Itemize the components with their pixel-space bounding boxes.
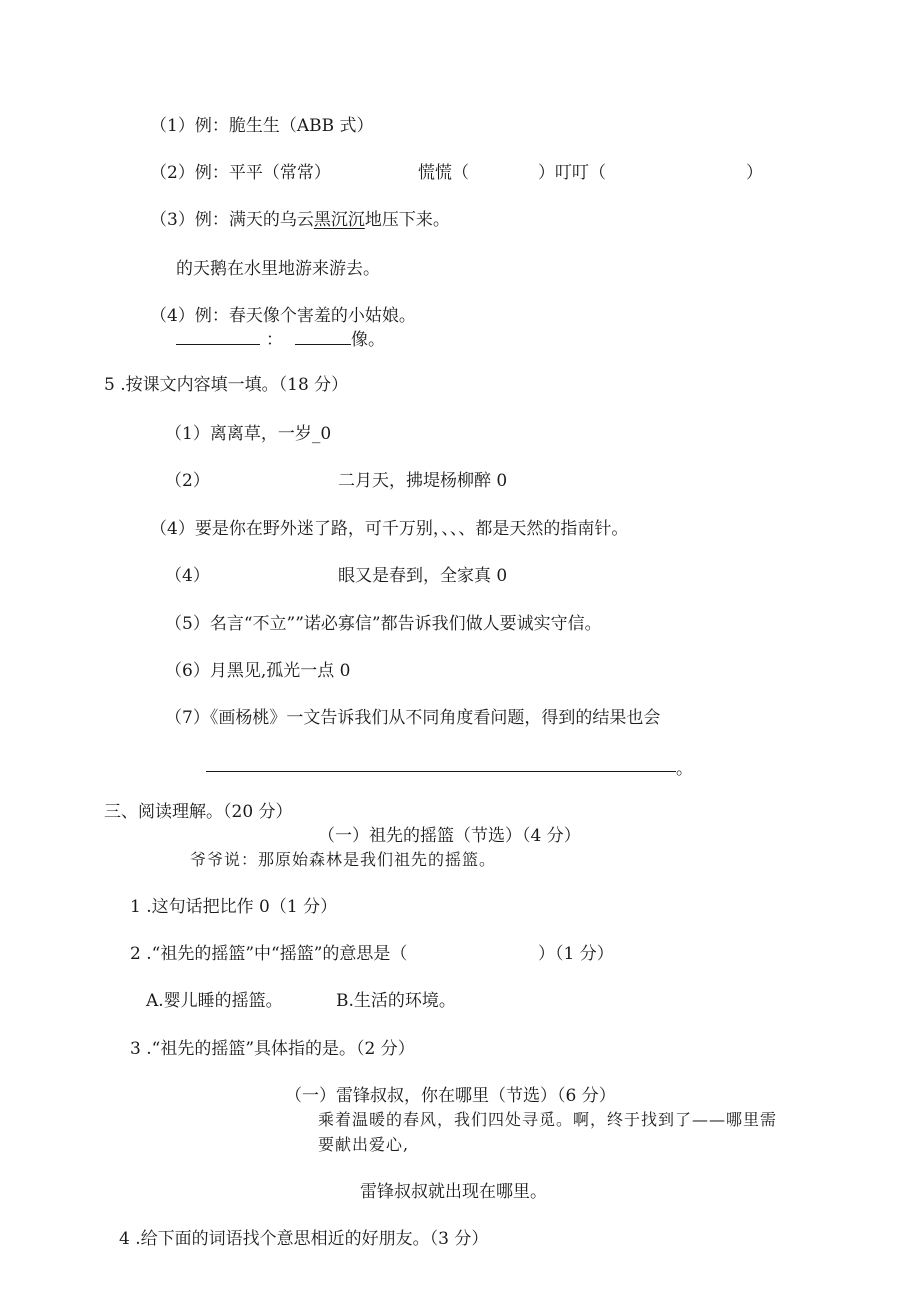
fill-blank bbox=[295, 330, 351, 345]
passage-2-title: （一）雷锋叔叔，你在哪里（节选）（6 分） bbox=[285, 1086, 616, 1106]
q5-line-6: （6）月黑见,孤光一点 0 bbox=[165, 661, 351, 681]
ex-item-2-blank-b: ）叮叮（ bbox=[538, 163, 606, 183]
reading-q2 bbox=[130, 943, 630, 965]
ex-item-4: （4）例：春天像个害羞的小姑娘。 bbox=[150, 306, 416, 326]
ex-item-3-suffix: 地压下来。 bbox=[364, 210, 450, 230]
reading-q1: 1 .这句话把比作 0（1 分） bbox=[130, 897, 338, 917]
passage-2-line-1: 乘着温暖的春风，我们四处寻觅。啊，终于找到了——哪里需 bbox=[318, 1110, 778, 1129]
ex-item-4-end: 像。 bbox=[351, 330, 385, 350]
passage-2-line-2: 要献出爱心, bbox=[318, 1135, 410, 1154]
passage-1-title: （一）祖先的摇篮（节选）（4 分） bbox=[318, 826, 581, 846]
part3-title: 三、阅读理解。（20 分） bbox=[104, 802, 293, 822]
q5-line-2 bbox=[165, 470, 565, 492]
ex-item-3-prefix: （3）例：满天的乌云 bbox=[150, 210, 314, 230]
q5-line-1: （1）离离草，一岁_0 bbox=[165, 424, 332, 444]
reading-q2-score: ）（1 分） bbox=[538, 944, 614, 964]
option-a: A.婴儿睡的摇篮。 bbox=[146, 991, 283, 1011]
ex-item-2-close: ） bbox=[746, 163, 763, 183]
q5-line-7: （7）《画杨桃》一文告诉我们从不同角度看问题，得到的结果也会 bbox=[165, 708, 661, 728]
ex-item-4-fill bbox=[176, 329, 385, 351]
ex-item-2 bbox=[150, 162, 770, 184]
reading-q2-text: 2 .“祖先的摇篮”中“摇篮”的意思是（ bbox=[130, 944, 408, 964]
q5-line-5: （5）名言“不立””诺必寡信”都告诉我们做人要诚实守信。 bbox=[165, 614, 602, 634]
q5-line-4-text: 眼又是春到，全家真 0 bbox=[338, 566, 508, 586]
fill-blank bbox=[176, 330, 260, 345]
passage-1-text: 爷爷说：那原始森林是我们祖先的摇篮。 bbox=[190, 850, 497, 869]
ex-item-3 bbox=[150, 209, 450, 231]
ex-item-2-example: （2）例：平平（常常） bbox=[150, 163, 331, 183]
ex-item-4-colon: ： bbox=[266, 330, 283, 350]
ex-item-2-blank-a: 慌慌（ bbox=[418, 163, 469, 183]
ex-item-3-fill: 的天鹅在水里地游来游去。 bbox=[176, 259, 380, 279]
passage-2-line-3: 雷锋叔叔就出现在哪里。 bbox=[360, 1182, 547, 1202]
option-b: B.生活的环境。 bbox=[336, 991, 456, 1011]
answer-line bbox=[206, 771, 676, 772]
q5-line-3: （4）要是你在野外迷了路，可千万别，、、、都是天然的指南针。 bbox=[150, 519, 629, 539]
reading-q4: 4 .给下面的词语找个意思相近的好朋友。（3 分） bbox=[119, 1229, 489, 1249]
q5-line-2-num: （2） bbox=[165, 471, 210, 491]
q5-line-7-end: 。 bbox=[676, 759, 693, 779]
q5-line-4-num: （4） bbox=[165, 566, 210, 586]
ex-item-3-keyword: 黑沉沉 bbox=[313, 210, 365, 230]
reading-q3: 3 .“祖先的摇篮”具体指的是。（2 分） bbox=[130, 1039, 415, 1059]
q5-line-4 bbox=[165, 565, 565, 587]
ex-item-1: （1）例：脆生生（ABB 式） bbox=[150, 116, 374, 136]
q5-title: 5 .按课文内容填一填。（18 分） bbox=[104, 375, 349, 395]
reading-q2-options bbox=[146, 990, 546, 1012]
q5-line-2-text: 二月天，拂堤杨柳醉 0 bbox=[338, 471, 508, 491]
